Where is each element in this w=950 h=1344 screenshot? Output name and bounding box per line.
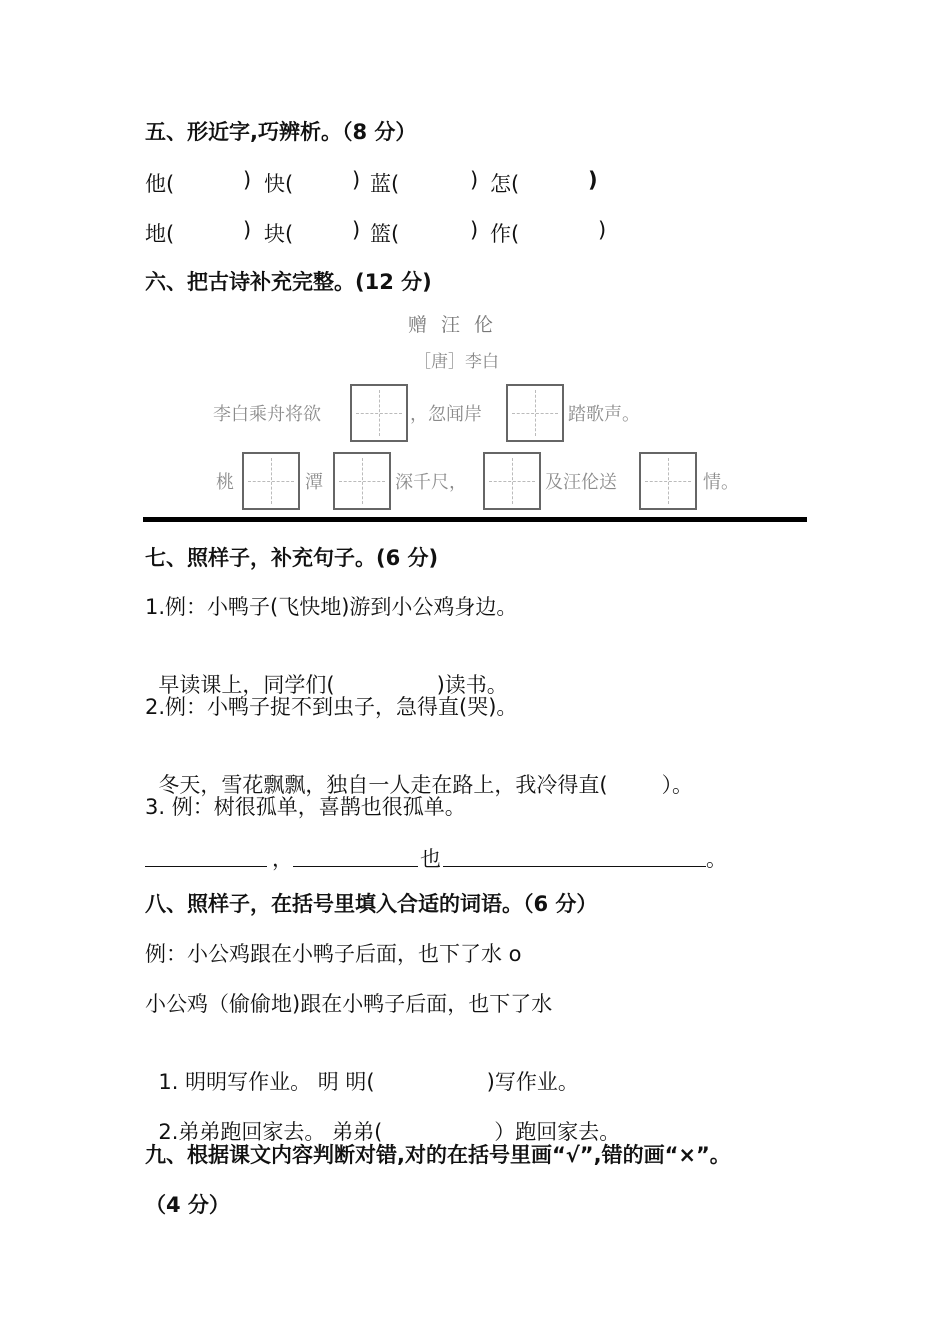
bracket-close: )	[243, 168, 252, 192]
question-text: ，	[272, 847, 293, 871]
section-9-points: （4 分）	[145, 1193, 230, 1217]
question-text: )写作业。	[486, 1070, 579, 1094]
answer-box[interactable]	[333, 452, 391, 510]
question-text: 2.弟弟跑回家去。 弟弟(	[158, 1120, 383, 1144]
poem-text: 潭	[305, 472, 323, 493]
answer-box[interactable]	[639, 452, 697, 510]
fill-blank[interactable]	[293, 842, 418, 867]
section-9-heading: 九、根据课文内容判断对错,对的在括号里画“√”,错的画“×”。	[145, 1143, 731, 1167]
bracket-close: )	[588, 168, 598, 192]
char-item: 篮(	[370, 222, 400, 246]
question-text: 1. 明明写作业。 明 明(	[158, 1070, 375, 1094]
answer-box[interactable]	[506, 384, 564, 442]
question-text: ）。	[661, 773, 694, 797]
char-item: 怎(	[490, 172, 520, 196]
example-2: 2.例：小鸭子捉不到虫子，急得直(哭)。	[145, 695, 518, 719]
char-item: 作(	[490, 222, 520, 246]
question-text: ）跑回家去。	[494, 1120, 621, 1144]
question-text: 冬天，雪花飘飘，独自一人走在路上，我冷得直(	[158, 773, 608, 797]
char-item: 地(	[145, 222, 175, 246]
divider	[143, 517, 807, 522]
poem-text: 情。	[703, 472, 739, 493]
example-1: 1.例：小鸭子(飞快地)游到小公鸡身边。	[145, 595, 518, 619]
question-1	[145, 1040, 579, 1096]
example: 例：小公鸡跟在小鸭子后面，也下了水 o	[145, 942, 522, 966]
section-6-heading: 六、把古诗补充完整。(12 分)	[145, 270, 432, 294]
question-text: 早读课上，同学们(	[158, 673, 335, 697]
poem-author: ［唐］李白	[414, 352, 499, 372]
poem-text: 李白乘舟将欲	[213, 404, 321, 425]
section-5-heading: 五、形近字,巧辨析。（8 分）	[145, 120, 417, 144]
bracket-close: )	[352, 168, 361, 192]
fill-blank[interactable]	[443, 842, 706, 867]
poem-text: 及汪伦送	[545, 472, 617, 493]
question-text: )读书。	[436, 673, 508, 697]
answer-box[interactable]	[483, 452, 541, 510]
bracket-close: )	[352, 218, 361, 242]
example-3: 3. 例：树很孤单，喜鹊也很孤单。	[145, 795, 466, 819]
bracket-close: )	[598, 218, 607, 242]
example-answer: 小公鸡（偷偷地)跟在小鸭子后面，也下了水	[145, 992, 553, 1016]
poem-text: ，忽闻岸	[410, 404, 482, 425]
answer-box[interactable]	[350, 384, 408, 442]
poem-text: 桃	[216, 472, 234, 493]
section-8-heading: 八、照样子，在括号里填入合适的词语。（6 分）	[145, 892, 598, 916]
bracket-close: )	[470, 218, 479, 242]
question-text: 也	[420, 847, 441, 871]
question-2	[145, 743, 693, 799]
char-item: 快(	[264, 172, 294, 196]
fill-blank[interactable]	[145, 842, 267, 867]
poem-title: 赠汪伦	[408, 314, 508, 336]
bracket-close: )	[243, 218, 252, 242]
char-item: 蓝(	[370, 172, 400, 196]
question-1	[145, 643, 508, 699]
question-2	[145, 1090, 620, 1146]
question-text: 。	[706, 847, 727, 871]
poem-text: 踏歌声。	[568, 404, 640, 425]
char-item: 块(	[264, 222, 294, 246]
answer-box[interactable]	[242, 452, 300, 510]
poem-text: 深千尺，	[395, 472, 467, 493]
char-item: 他(	[145, 172, 175, 196]
bracket-close: )	[470, 168, 479, 192]
section-7-heading: 七、照样子，补充句子。(6 分)	[145, 546, 439, 570]
